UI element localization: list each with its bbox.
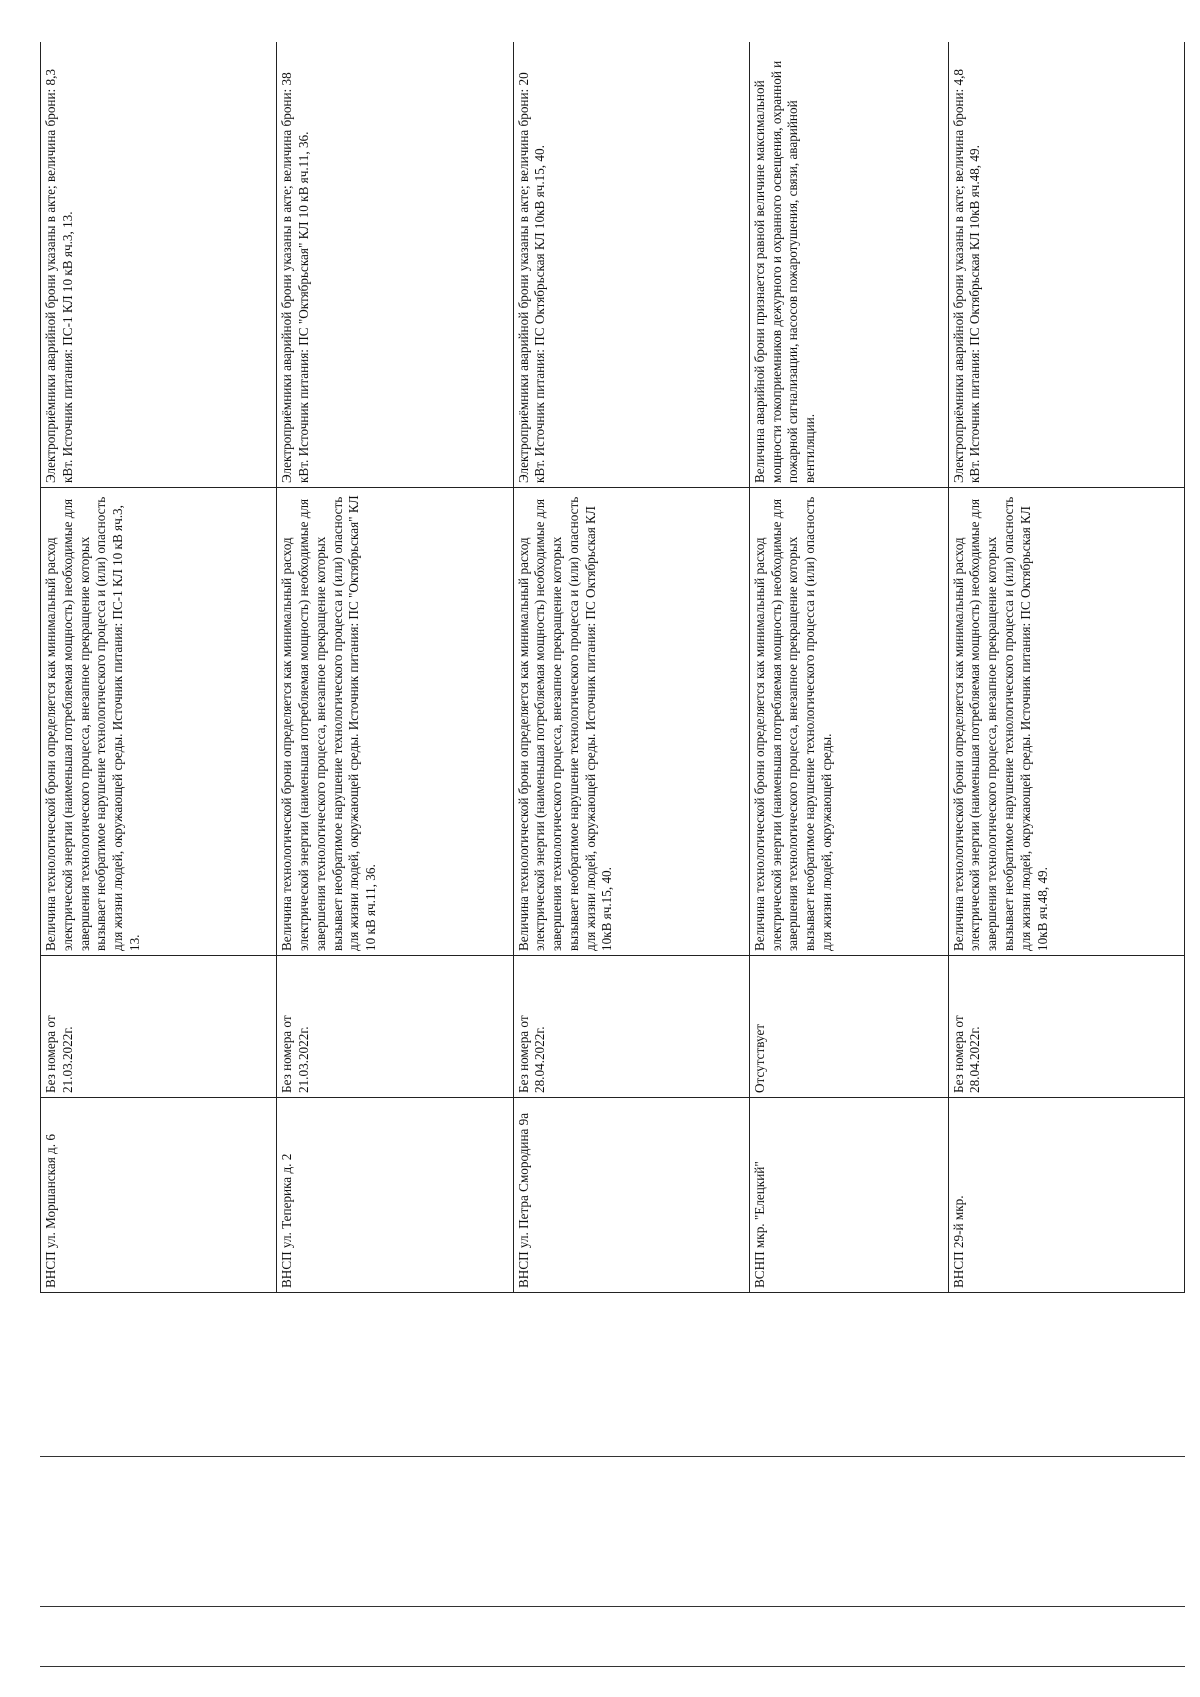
tech-reserve-cell: Величина технологической брони определяется как минимальный расход электрической энергии (наименьшая потребляемая мощность) необходимые для завершения технологического процесса, внезапное прекращение которых вызывает необратимое нарушение технологического процесса и (или) опасность для жизни людей, окружающей среды. Источник питания: ПС Октябрьская КЛ 10кВ яч.48, 49. (948, 488, 1184, 956)
table-region (40, 42, 1185, 1293)
emergency-reserve-cell: Величина аварийной брони признается равной величине максимальной мощности токоприемников дежурного и охранного освещения, охранной и пожарной сигнализации, насосов пожаротушения, связи, аварийной вентиляции. (749, 42, 948, 488)
emergency-reserve-cell: Электроприёмники аварийной брони указаны в акте; величина брони: 38 кВт. Источник питания: ПС "Октябрьская" КЛ 10 кВ яч.11, 36. (277, 42, 513, 488)
emergency-reserve-cell: Электроприёмники аварийной брони указаны в акте; величина брони: 8,3 кВт. Источник питания: ПС-1 КЛ 10 кВ яч.3, 13. (41, 42, 277, 488)
table-row (948, 42, 1184, 1293)
object-cell: ВНСП 29-й мкр. (948, 1098, 1184, 1293)
act-cell: Без номера от 21.03.2022г. (277, 956, 513, 1098)
emergency-reserve-cell: Электроприёмники аварийной брони указаны в акте; величина брони: 20 кВт. Источник питания: ПС Октябрьская КЛ 10кВ яч.15, 40. (513, 42, 749, 488)
divider-line (40, 1666, 1185, 1667)
object-cell: ВНСП ул. Петра Смородина 9а (513, 1098, 749, 1293)
table-row (513, 42, 749, 1293)
tech-reserve-cell: Величина технологической брони определяется как минимальный расход электрической энергии (наименьшая потребляемая мощность) необходимые для завершения технологического процесса, внезапное прекращение которых вызывает необратимое нарушение технологического процесса и (или) опасность для жизни людей, окружающей среды. Источник питания: ПС Октябрьская КЛ 10кВ яч.15, 40. (513, 488, 749, 956)
tech-reserve-cell: Величина технологической брони определяется как минимальный расход электрической энергии (наименьшая потребляемая мощность) необходимые для завершения технологического процесса, внезапное прекращение которых вызывает необратимое нарушение технологического процесса и (или) опасность для жизни людей, окружающей среды. Источник питания: ПС-1 КЛ 10 кВ яч.3, 13. (41, 488, 277, 956)
object-cell: ВСНП мкр. "Елецкий" (749, 1098, 948, 1293)
table-row (41, 42, 277, 1293)
rotated-table-container (40, 42, 1185, 1293)
divider-line (40, 1606, 1185, 1607)
act-cell: Без номера от 21.03.2022г. (41, 956, 277, 1098)
tech-reserve-cell: Величина технологической брони определяется как минимальный расход электрической энергии (наименьшая потребляемая мощность) необходимые для завершения технологического процесса, внезапное прекращение которых вызывает необратимое нарушение технологического процесса и (или) опасность для жизни людей, окружающей среды. Источник питания: ПС "Октябрьская" КЛ 10 кВ яч.11, 36. (277, 488, 513, 956)
table-row (277, 42, 513, 1293)
act-cell: Отсутствует (749, 956, 948, 1098)
act-cell: Без номера от 28.04.2022г. (513, 956, 749, 1098)
act-cell: Без номера от 28.04.2022г. (948, 956, 1184, 1098)
reservation-table (40, 42, 1185, 1293)
emergency-reserve-cell: Электроприёмники аварийной брони указаны в акте; величина брони: 4,8 кВт. Источник питания: ПС Октябрьская КЛ 10кВ яч.48, 49. (948, 42, 1184, 488)
divider-line (40, 1456, 1185, 1457)
tech-reserve-cell: Величина технологической брони определяется как минимальный расход электрической энергии (наименьшая потребляемая мощность) необходимые для завершения технологического процесса, внезапное прекращение которых вызывает необратимое нарушение технологического процесса и (или) опасность для жизни людей, окружающей среды. (749, 488, 948, 956)
object-cell: ВНСП ул. Теперика д. 2 (277, 1098, 513, 1293)
table-row (749, 42, 948, 1293)
object-cell: ВНСП ул. Моршанская д. 6 (41, 1098, 277, 1293)
